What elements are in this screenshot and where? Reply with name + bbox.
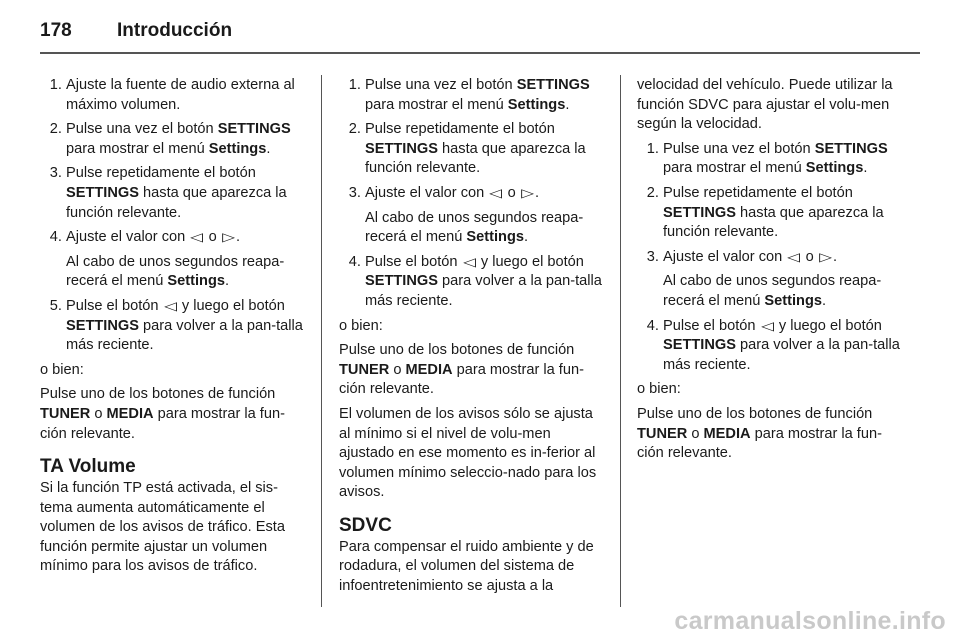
settings-button-ref: SETTINGS	[217, 121, 291, 138]
column-divider-1	[321, 75, 322, 607]
function-text: Pulse uno de los botones de función TUNER o MEDIA para mostrar la fun-ción relevante.	[40, 386, 285, 442]
tuner-ref: TUNER	[40, 405, 91, 422]
step-item: 3. Ajuste el valor con ◁ o ▷. Al cabo de unos segundos reapa-recerá el menú Settings.	[365, 184, 605, 248]
step-item: 5. Pulse el botón ◁ y luego el botón SETTINGS para volver a la pan-talla más reciente.	[66, 297, 306, 356]
page-title: Introducción	[117, 20, 233, 41]
column-divider-2	[620, 75, 621, 607]
page-header	[40, 16, 920, 50]
step-item: 1. Ajuste la fuente de audio externa al máximo volumen.	[66, 76, 306, 115]
column-1	[40, 76, 306, 582]
settings-menu-ref: Settings	[167, 273, 225, 290]
step-note: Al cabo de unos segundos reapa-recerá el menú Settings.	[365, 209, 584, 246]
tuner-ref: TUNER	[637, 425, 688, 442]
arrow-left-icon: ◁	[489, 185, 503, 200]
step-item: 3. Ajuste el valor con ◁ o ▷. Al cabo de unos segundos reapa-recerá el menú Settings.	[663, 248, 903, 312]
settings-menu-ref: Settings	[764, 292, 822, 309]
watermark: carmanualsonline.info	[674, 607, 946, 635]
step-note: Al cabo de unos segundos reapa-recerá el menú Settings.	[66, 253, 285, 290]
media-ref: MEDIA	[703, 425, 751, 442]
arrow-right-icon: ▷	[818, 249, 832, 264]
section-heading: TA Volume	[40, 456, 136, 478]
arrow-left-icon: ◁	[163, 298, 177, 313]
settings-button-ref: SETTINGS	[66, 317, 139, 334]
settings-button-ref: SETTINGS	[663, 204, 736, 221]
arrow-left-icon: ◁	[190, 230, 204, 245]
sdvc-continued-text: velocidad del vehículo. Puede utilizar la función SDVC para ajustar el volu-men según la velocidad.	[637, 77, 893, 133]
tuner-ref: TUNER	[339, 361, 390, 378]
function-text: Pulse uno de los botones de función TUNER o MEDIA para mostrar la fun-ción relevante.	[339, 342, 584, 398]
settings-button-ref: SETTINGS	[66, 184, 139, 201]
function-text: Pulse uno de los botones de función TUNER o MEDIA para mostrar la fun-ción relevante.	[637, 405, 882, 462]
settings-menu-ref: Settings	[507, 96, 566, 113]
or-text: o bien:	[637, 381, 681, 398]
settings-button-ref: SETTINGS	[814, 140, 888, 157]
step-item: 4. Pulse el botón ◁ y luego el botón SETTINGS para volver a la pan-talla más reciente.	[365, 253, 605, 312]
column-3	[637, 76, 903, 469]
header-rule	[40, 52, 920, 54]
settings-button-ref: SETTINGS	[516, 77, 590, 93]
arrow-right-icon: ▷	[221, 230, 235, 245]
settings-button-ref: SETTINGS	[365, 140, 438, 157]
step-item: 2. Pulse una vez el botón SETTINGS para mostrar el menú Settings.	[66, 120, 306, 159]
step-item: 1. Pulse una vez el botón SETTINGS para mostrar el menú Settings.	[663, 140, 903, 179]
step-item: 2. Pulse repetidamente el botón SETTINGS hasta que aparezca la función relevante.	[365, 120, 605, 179]
settings-menu-ref: Settings	[208, 140, 267, 157]
arrow-left-icon: ◁	[462, 254, 476, 269]
media-ref: MEDIA	[405, 361, 453, 378]
step-item: 4. Pulse el botón ◁ y luego el botón SETTINGS para volver a la pan-talla más reciente.	[663, 317, 903, 376]
step-list	[339, 76, 605, 312]
arrow-left-icon: ◁	[760, 318, 774, 333]
ta-volume-text: Si la función TP está activada, el sis-tema aumenta automáticamente el volumen de los avisos de tráfico. Esta función permite ajustar un volumen mínimo para los avisos de tráfico.	[40, 480, 285, 575]
step-list	[40, 76, 306, 356]
step-item: 1. Pulse una vez el botón SETTINGS para mostrar el menú Settings.	[365, 76, 605, 115]
page-number: 178	[40, 20, 72, 41]
step-item: 2. Pulse repetidamente el botón SETTINGS hasta que aparezca la función relevante.	[663, 184, 903, 243]
sdvc-text: Para compensar el ruido ambiente y de rodadura, el volumen del sistema de infoentretenimiento se ajusta a la	[339, 538, 594, 595]
or-text: o bien:	[40, 361, 84, 378]
step-list	[637, 140, 903, 376]
step-note: Al cabo de unos segundos reapa-recerá el menú Settings.	[663, 273, 882, 309]
settings-button-ref: SETTINGS	[663, 337, 736, 354]
arrow-right-icon: ▷	[520, 185, 534, 200]
column-2	[339, 76, 605, 602]
settings-menu-ref: Settings	[466, 229, 524, 246]
section-heading: SDVC	[339, 514, 392, 536]
or-text: o bien:	[339, 317, 383, 334]
settings-button-ref: SETTINGS	[365, 273, 438, 290]
media-ref: MEDIA	[106, 405, 154, 422]
settings-menu-ref: Settings	[805, 160, 864, 177]
volume-note-text: El volumen de los avisos sólo se ajusta al mínimo si el nivel de volu-men ajustado en ese momento es in-ferior al volumen mínimo seleccio-nado para los avisos.	[339, 405, 597, 501]
arrow-left-icon: ◁	[787, 249, 801, 264]
step-item: 4. Ajuste el valor con ◁ o ▷. Al cabo de unos segundos reapa-recerá el menú Settings.	[66, 228, 306, 292]
step-item: 3. Pulse repetidamente el botón SETTINGS hasta que aparezca la función relevante.	[66, 164, 306, 223]
